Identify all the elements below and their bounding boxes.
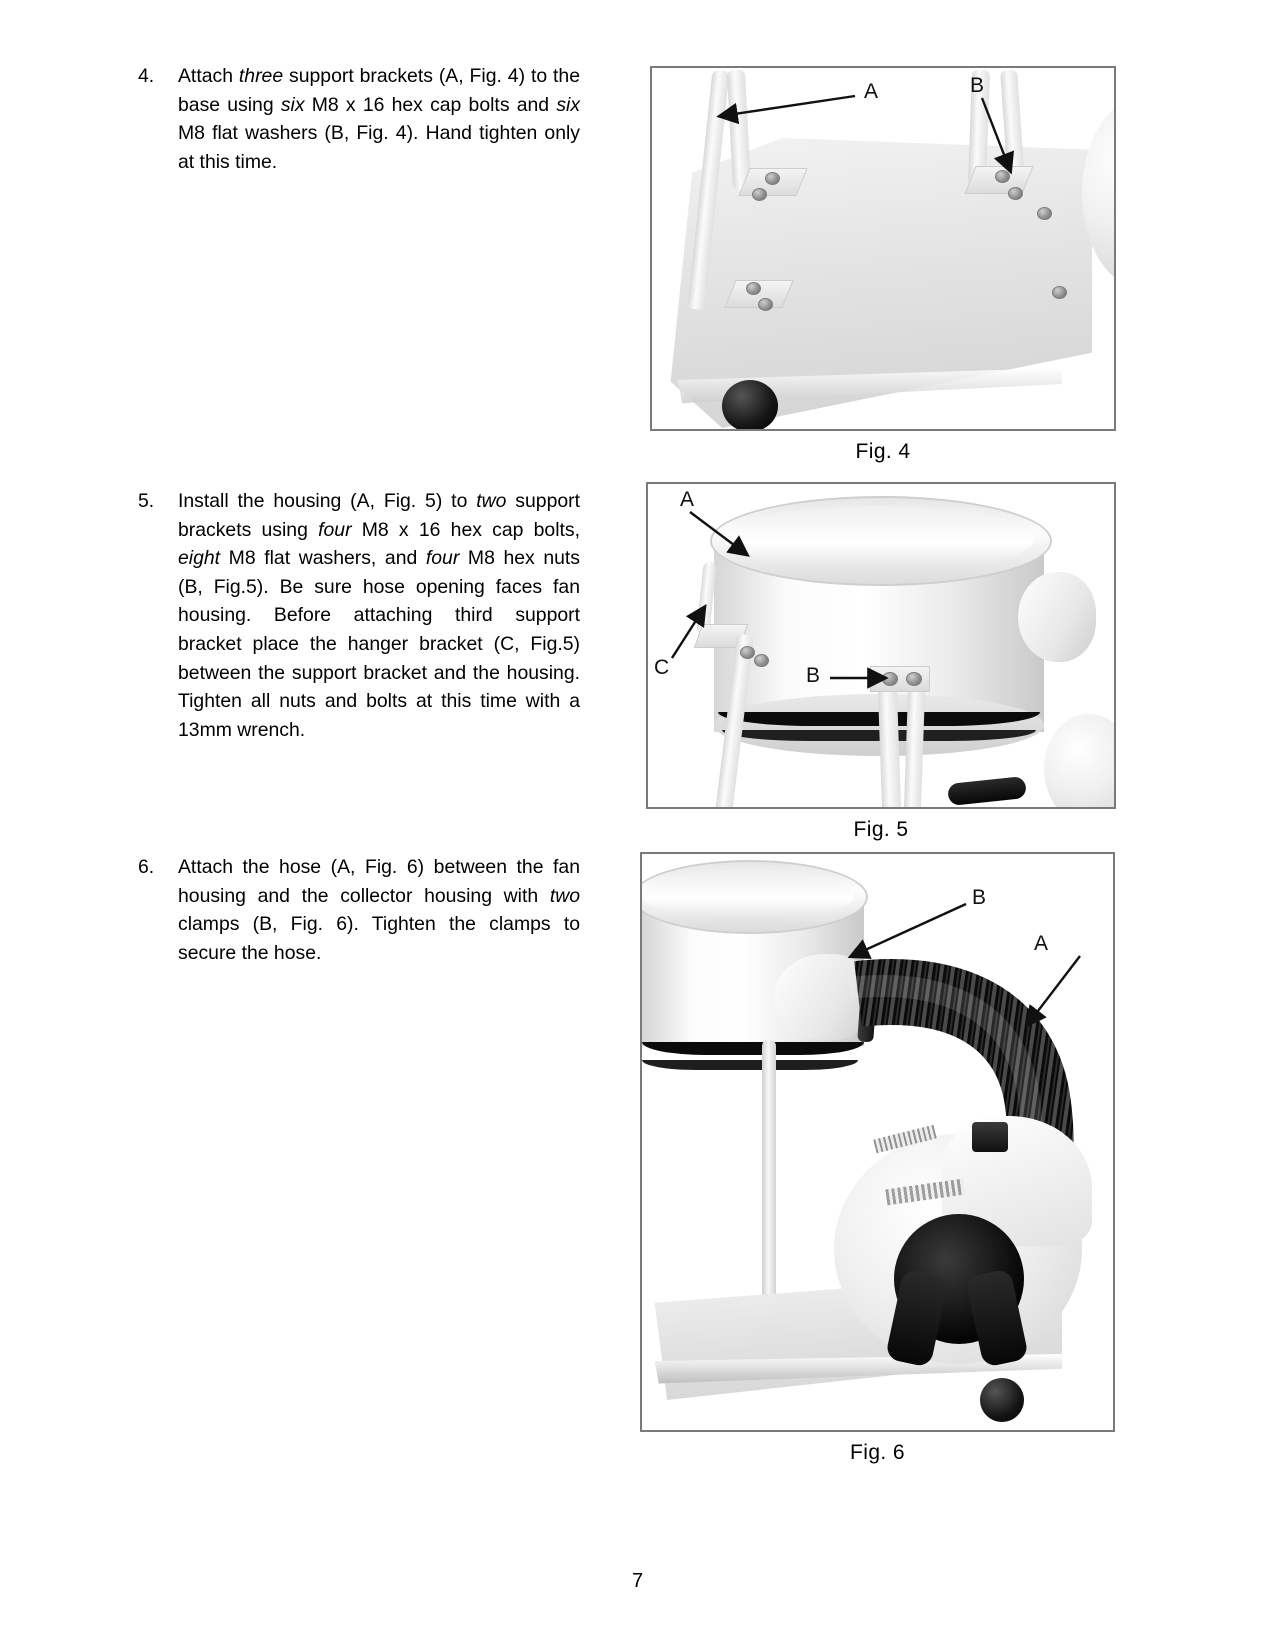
step-text: Attach three support brackets (A, Fig. 4) to the base using six M8 x 16 hex cap bolts and six M8 flat washers (B, Fig. 4). Hand tighten only at this time. <box>178 65 581 173</box>
callout-label-b: B <box>972 886 987 909</box>
hex-bolt-left-1 <box>740 646 755 659</box>
figure-6-caption: Fig. 6 <box>850 1441 905 1464</box>
hose-opening <box>1018 572 1096 662</box>
hex-bolt-left-2 <box>754 654 769 667</box>
hex-bolt-b-2 <box>906 672 922 686</box>
figure-5-caption: Fig. 5 <box>853 818 909 841</box>
bolt-washer-right-b <box>1008 187 1023 200</box>
step-text: Attach the hose (A, Fig. 6) between the fan housing and the collector housing with two clamps (B, Fig. 6). Tighten the clamps to secure the hose. <box>178 856 580 964</box>
figure-4-caption: Fig. 4 <box>855 440 911 463</box>
callout-label-a: A <box>680 488 695 511</box>
figure-4 <box>650 66 1116 464</box>
callout-arrow-a <box>1018 950 1098 1038</box>
figure-5 <box>646 482 1116 842</box>
support-post <box>762 1040 776 1310</box>
callout-arrow-c <box>662 602 732 672</box>
instruction-step-6 <box>138 853 580 967</box>
callout-label-a: A <box>1034 932 1049 955</box>
step-number: 5. <box>138 490 155 512</box>
sealing-band <box>642 1042 864 1055</box>
step-number: 6. <box>138 856 155 878</box>
figure-5-image <box>646 482 1116 809</box>
callout-label-b: B <box>806 664 821 687</box>
step-text: Install the housing (A, Fig. 5) to two support brackets using four M8 x 16 hex cap bolts, eight M8 flat washers, and four M8 hex nuts (B, Fig.5). Be sure hose opening faces fan housing. Before attaching third support bracket place the hanger bracket (C, Fig.5) between the support bracket and the housing. Tighten all nuts and bolts at this time with a 13mm wrench. <box>178 490 581 741</box>
figure-4-image <box>650 66 1116 431</box>
bolt-washer-left-b <box>752 188 767 201</box>
callout-label-c: C <box>654 656 670 679</box>
bolt-washer-far-right-low <box>1052 286 1067 299</box>
figure-6 <box>640 852 1115 1465</box>
instruction-step-4 <box>138 62 580 176</box>
bolt-washer-lowerleft-a <box>746 282 761 295</box>
photo-base-deck <box>652 68 1114 429</box>
caster-wheel <box>980 1378 1024 1422</box>
sealing-band-lower <box>642 1060 858 1070</box>
bolt-washer-left-a <box>765 172 780 185</box>
collector-housing-opening <box>642 870 854 922</box>
callout-label-a: A <box>864 80 879 103</box>
photo-collector-housing <box>648 484 1114 807</box>
support-leg-center-right <box>904 684 926 809</box>
fan-outlet-partial <box>947 776 1027 806</box>
bolt-washer-lowerleft-b <box>758 298 773 311</box>
figure-6-image <box>640 852 1115 1432</box>
callout-label-b: B <box>970 74 985 97</box>
instruction-step-5 <box>138 487 580 744</box>
callout-arrow-b <box>838 898 978 974</box>
bolt-washer-far-right <box>1037 207 1052 220</box>
fan-switch-box <box>972 1122 1008 1152</box>
callout-arrow-b <box>826 666 896 690</box>
caster-wheel <box>722 380 778 431</box>
fan-housing-partial <box>1044 714 1116 809</box>
step-number: 4. <box>138 65 155 87</box>
callout-arrow-a <box>684 506 804 578</box>
page-number: 7 <box>631 1570 644 1592</box>
callout-arrow-a <box>707 88 867 138</box>
callout-arrow-b <box>974 94 1034 186</box>
photo-hose-assembly <box>642 854 1113 1430</box>
